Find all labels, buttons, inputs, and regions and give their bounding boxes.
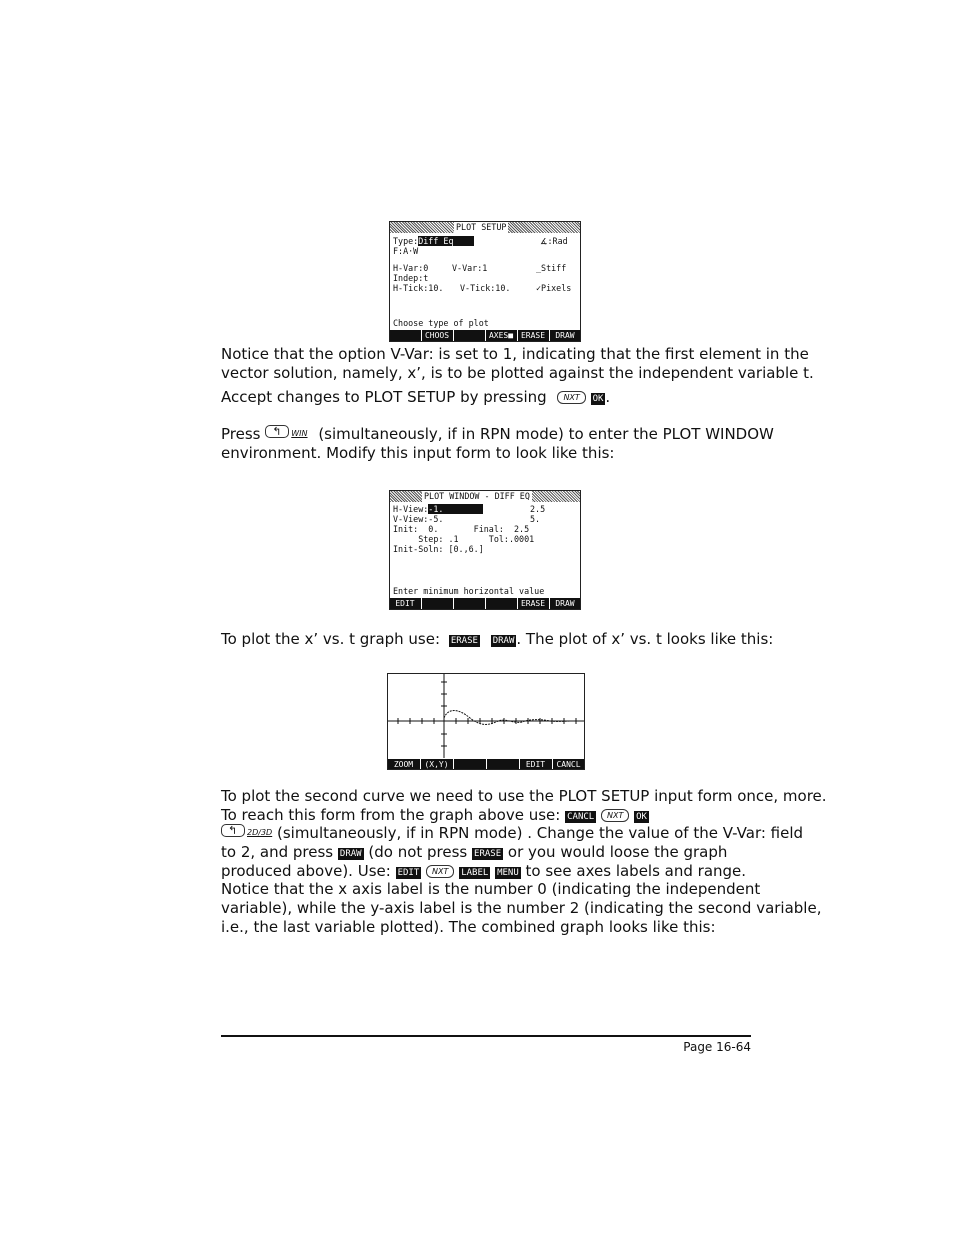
draw-softkey-icon: DRAW bbox=[339, 849, 362, 859]
type-label: Type: bbox=[393, 236, 419, 246]
para4-line2 bbox=[221, 806, 751, 825]
type-field[interactable]: Diff Eq bbox=[418, 236, 473, 246]
softkey-menu bbox=[390, 330, 580, 341]
left-shift-key-icon bbox=[265, 425, 289, 438]
softkey-erase[interactable]: ERASE bbox=[517, 330, 548, 341]
softkey-choos[interactable]: CHOOS bbox=[421, 330, 452, 341]
para4-line4-a: to 2, and press bbox=[221, 843, 334, 861]
para4-line3 bbox=[221, 824, 804, 843]
para4-line4-c: or you would loose the graph bbox=[503, 843, 728, 861]
draw-softkey-icon: DRAW bbox=[492, 636, 515, 646]
edit-softkey-icon: EDIT bbox=[397, 868, 420, 878]
2d3d-key-label: 2D/3D bbox=[247, 828, 273, 837]
para4-text: To reach this form from the graph above use: bbox=[221, 806, 561, 824]
ok-softkey-icon: OK bbox=[592, 394, 604, 404]
plot-setup-screen bbox=[389, 221, 581, 342]
screen-title: PLOT WINDOW - DIFF EQ bbox=[424, 491, 530, 501]
nxt-key-icon: NXT bbox=[557, 391, 585, 404]
softkey-zoom[interactable]: ZOOM bbox=[388, 759, 419, 769]
help-line: Choose type of plot bbox=[393, 318, 489, 328]
func-row[interactable]: F:A·W bbox=[393, 246, 419, 256]
softkey-draw[interactable]: DRAW bbox=[549, 330, 580, 341]
para4-line1: To plot the second curve we need to use the PLOT SETUP input form once, more. bbox=[221, 787, 827, 805]
para1-line1: Notice that the option V-Var: is set to 1, indicating that the first element in the bbox=[221, 345, 809, 363]
softkey-4[interactable] bbox=[486, 759, 518, 769]
para3-text-a: To plot the x’ vs. t graph use: bbox=[221, 630, 441, 648]
softkey-3[interactable] bbox=[453, 759, 485, 769]
softkey-xy[interactable]: (X,Y) bbox=[420, 759, 452, 769]
left-shift-key-icon bbox=[221, 824, 245, 837]
nxt-key-icon: NXT bbox=[426, 865, 454, 878]
para1-line3: Accept changes to PLOT SETUP by pressing NXT OK . bbox=[221, 388, 611, 406]
softkey-cancl[interactable]: CANCL bbox=[552, 759, 584, 769]
footer-rule bbox=[221, 1035, 751, 1037]
softkey-erase[interactable]: ERASE bbox=[517, 598, 548, 609]
softkey-draw[interactable]: DRAW bbox=[549, 598, 580, 609]
hview-label: H-View: bbox=[393, 504, 429, 514]
menu-softkey-icon: MENU bbox=[497, 868, 519, 878]
htick-field[interactable]: H-Tick:10. bbox=[393, 283, 444, 293]
softkey-axes[interactable]: AXES■ bbox=[485, 330, 516, 341]
ok-softkey-icon: OK bbox=[636, 812, 647, 822]
plot-window-screen bbox=[389, 490, 581, 610]
para1-line2: vector solution, namely, x’, is to be plotted against the independent variable t. bbox=[221, 364, 814, 382]
para2-line2: environment. Modify this input form to look like this: bbox=[221, 444, 615, 462]
erase-softkey-icon: ERASE bbox=[450, 636, 478, 646]
para4-line7: variable), while the y-axis label is the number 2 (indicating the second variable, bbox=[221, 899, 822, 917]
screen-title: PLOT SETUP bbox=[456, 222, 507, 232]
pixels-checkbox[interactable]: ✓Pixels bbox=[536, 283, 572, 293]
softkey-4[interactable] bbox=[485, 598, 516, 609]
vvar-field[interactable]: V-Var:1 bbox=[452, 263, 488, 273]
softkey-edit[interactable]: EDIT bbox=[390, 598, 420, 609]
stiff-checkbox[interactable]: _Stiff bbox=[536, 263, 567, 273]
erase-softkey-icon: ERASE bbox=[474, 849, 502, 859]
softkey-menu bbox=[388, 759, 584, 769]
para4-line5-a: produced above). Use: bbox=[221, 862, 391, 880]
para3-line1 bbox=[221, 630, 774, 649]
indep-field[interactable]: Indep:t bbox=[393, 273, 429, 283]
softkey-1[interactable] bbox=[390, 330, 420, 341]
help-line: Enter minimum horizontal value bbox=[393, 586, 545, 596]
para3-text-b: . The plot of x’ vs. t looks like this: bbox=[516, 630, 774, 648]
init-final-row[interactable]: Init: 0. Final: 2.5 bbox=[393, 524, 530, 534]
hview-max-field[interactable]: 2.5 bbox=[530, 504, 546, 514]
graph-screen bbox=[387, 673, 585, 770]
softkey-3[interactable] bbox=[453, 330, 484, 341]
para4-line5 bbox=[221, 862, 751, 881]
para2-rest: (simultaneously, if in RPN mode) to enter the PLOT WINDOW bbox=[318, 425, 774, 443]
hview-min-field[interactable]: -1. bbox=[428, 504, 483, 514]
para1-text: Accept changes to PLOT SETUP by pressing bbox=[221, 388, 547, 406]
softkey-edit[interactable]: EDIT bbox=[519, 759, 551, 769]
type-row bbox=[393, 236, 474, 246]
page-number: Page 16-64 bbox=[683, 1040, 751, 1054]
vview-min-field[interactable]: V-View:-5. bbox=[393, 514, 444, 524]
para4-line6: Notice that the x axis label is the number 0 (indicating the independent bbox=[221, 880, 761, 898]
para4-line8: i.e., the last variable plotted). The combined graph looks like this: bbox=[221, 918, 716, 936]
init-soln-field[interactable]: Init-Soln: [0.,6.] bbox=[393, 544, 484, 554]
hview-row bbox=[393, 504, 483, 514]
solution-curve bbox=[444, 711, 572, 725]
win-key-label: WIN bbox=[291, 429, 308, 438]
para4-line5-b: to see axes labels and range. bbox=[525, 862, 747, 880]
vview-max-field[interactable]: 5. bbox=[530, 514, 541, 524]
cancl-softkey-icon: CANCL bbox=[567, 812, 595, 822]
angle-mode: ∡:Rad bbox=[540, 236, 568, 246]
hvar-field[interactable]: H-Var:0 bbox=[393, 263, 429, 273]
vtick-field[interactable]: V-Tick:10. bbox=[460, 283, 511, 293]
para4-line4-b: (do not press bbox=[368, 843, 468, 861]
graph-plot bbox=[388, 674, 584, 769]
step-tol-row[interactable]: Step: .1 Tol:.0001 bbox=[393, 534, 535, 544]
para4-line4 bbox=[221, 843, 751, 862]
softkey-3[interactable] bbox=[453, 598, 484, 609]
nxt-key-icon: NXT bbox=[601, 809, 629, 822]
softkey-menu bbox=[390, 598, 580, 609]
para2-line1 bbox=[221, 425, 774, 444]
para4-line3-text: (simultaneously, if in RPN mode) . Change the value of the V-Var: field bbox=[276, 824, 804, 842]
press-text: Press bbox=[221, 425, 261, 443]
softkey-2[interactable] bbox=[421, 598, 452, 609]
label-softkey-icon: LABEL bbox=[461, 868, 489, 878]
